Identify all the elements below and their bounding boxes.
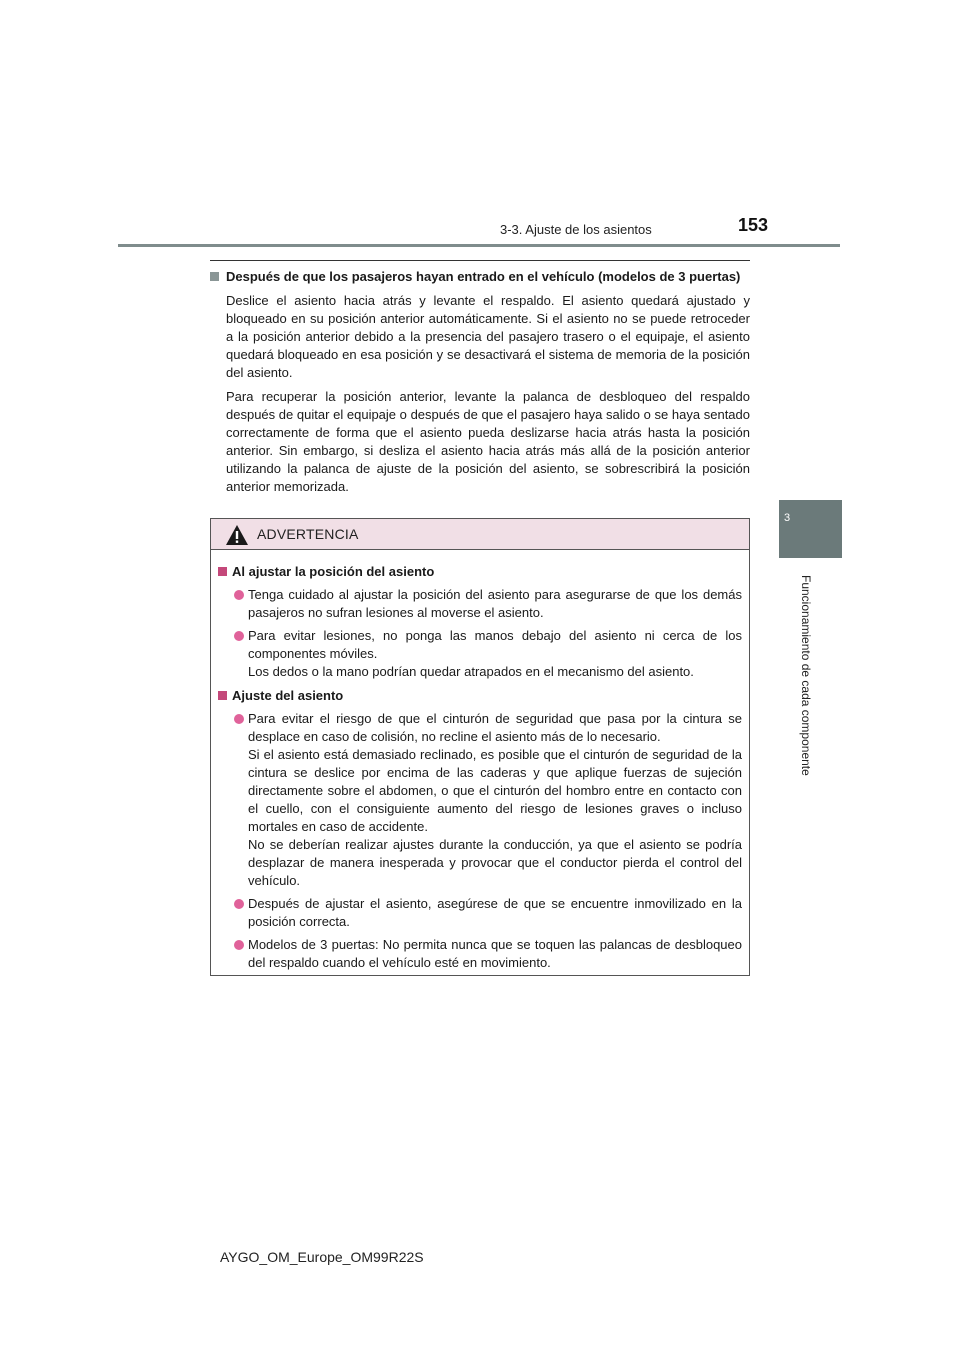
round-bullet-icon bbox=[234, 631, 244, 641]
section-title: 3-3. Ajuste de los asientos bbox=[500, 222, 652, 237]
list-item-text: Modelos de 3 puertas: No permita nunca que se toquen las palancas de desbloqueo del respaldo cuando el vehículo esté en movimiento. bbox=[248, 937, 742, 970]
square-bullet-icon bbox=[210, 272, 219, 281]
warning-title: ADVERTENCIA bbox=[257, 526, 359, 542]
list-item-text: No se deberían realizar ajustes durante la conducción, ya que el asiento se podría desplazar de manera inesperada y provocar que el conductor pierda el control del vehículo. bbox=[248, 837, 742, 888]
list-item-text: Para evitar lesiones, no ponga las manos debajo del asiento ni cerca de los componentes móviles. bbox=[248, 628, 742, 661]
warning-subheading bbox=[218, 563, 742, 581]
page-number: 153 bbox=[738, 215, 769, 235]
chapter-tab-number: 3 bbox=[784, 512, 791, 524]
list-item-text: Los dedos o la mano podrían quedar atrapados en el mecanismo del asiento. bbox=[248, 664, 694, 679]
warning-triangle-icon bbox=[225, 524, 249, 546]
chapter-tab bbox=[779, 500, 842, 558]
warning-box bbox=[210, 518, 750, 976]
main-content bbox=[210, 268, 750, 496]
round-bullet-icon bbox=[234, 940, 244, 950]
content-rule bbox=[210, 260, 750, 261]
list-item-text: Para evitar el riesgo de que el cinturón de seguridad que pasa por la cintura se desplace en caso de colisión, no recline el asiento más de lo necesario. bbox=[248, 711, 742, 744]
square-bullet-icon bbox=[218, 691, 227, 700]
list-item-text: Tenga cuidado al ajustar la posición del asiento para asegurarse de que los demás pasajeros no sufran lesiones al moverse el asiento. bbox=[248, 587, 742, 620]
round-bullet-icon bbox=[234, 899, 244, 909]
round-bullet-icon bbox=[234, 590, 244, 600]
list-item bbox=[218, 627, 742, 681]
chapter-tab-label: Funcionamiento de cada componente bbox=[799, 575, 813, 776]
list-item-text: Después de ajustar el asiento, asegúrese de que se encuentre inmovilizado en la posición correcta. bbox=[248, 896, 742, 929]
list-item bbox=[218, 710, 742, 890]
warning-subheading-text: Al ajustar la posición del asiento bbox=[232, 564, 435, 579]
list-item bbox=[218, 586, 742, 622]
warning-subheading bbox=[218, 687, 742, 705]
section-heading-text: Después de que los pasajeros hayan entrado en el vehículo (modelos de 3 puertas) bbox=[226, 269, 741, 284]
warning-subheading-text: Ajuste del asiento bbox=[232, 688, 344, 703]
header-rule bbox=[118, 244, 840, 247]
round-bullet-icon bbox=[234, 714, 244, 724]
list-item-text: Si el asiento está demasiado reclinado, es posible que el cinturón de seguridad de la cintura se deslice por encima de las caderas y que aplique fuerzas de sujeción directamente sobre el abdomen, o que el cinturón del hombro entre en contacto con el cuello, con el consiguiente aumento del riesgo de lesiones graves o incluso mortales en caso de accidente. bbox=[248, 747, 742, 834]
footer-code: AYGO_OM_Europe_OM99R22S bbox=[220, 1249, 424, 1265]
list-item bbox=[218, 936, 742, 972]
list-item bbox=[218, 895, 742, 931]
section-heading bbox=[210, 268, 750, 286]
warning-body bbox=[211, 550, 749, 972]
paragraph: Para recuperar la posición anterior, levante la palanca de desbloqueo del respaldo después de quitar el equipaje o después de que el pasajero haya salido o se haya sentado correctamente de forma que el asiento pueda deslizarse hacia atrás hasta la posición anterior. Sin embargo, si desliza el asiento hacia atrás más allá de la posición anterior utilizando la palanca de ajuste de la posición del asiento, se sobrescribirá la posición anterior memorizada. bbox=[226, 389, 750, 494]
paragraph: Deslice el asiento hacia atrás y levante el respaldo. El asiento quedará ajustado y bloqueado en su posición anterior automáticamente. Si el asiento no se puede retroceder a la posición anterior debido a la presencia del pasajero trasero o el equipaje, el asiento quedará bloqueado en esa posición y se desactivará el sistema de memoria de la posición del asiento. bbox=[226, 293, 750, 380]
square-bullet-icon bbox=[218, 567, 227, 576]
warning-header bbox=[211, 519, 749, 550]
